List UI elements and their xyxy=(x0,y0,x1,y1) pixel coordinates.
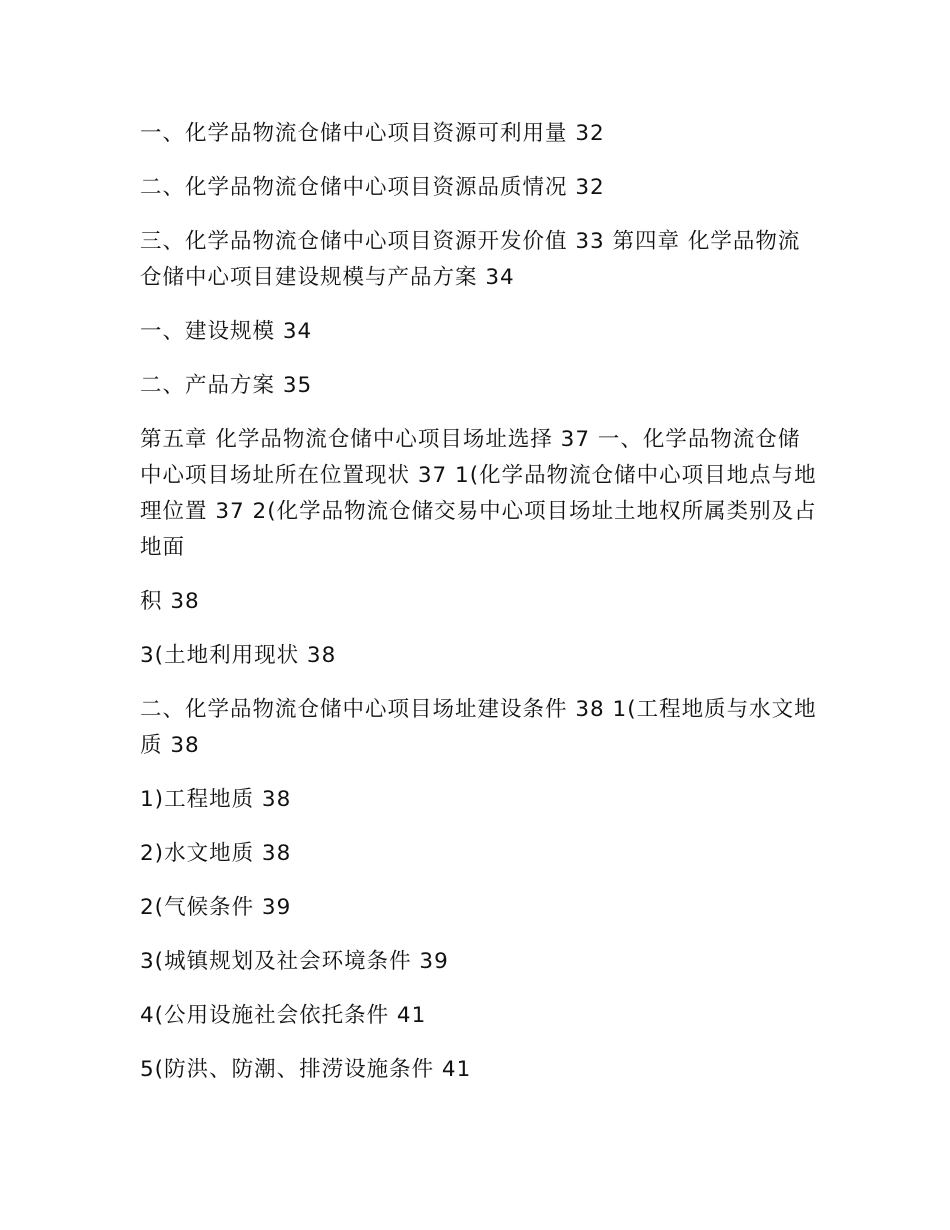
toc-entry: 2)水文地质 38 xyxy=(140,841,292,866)
toc-entry: 1)工程地质 38 xyxy=(140,787,292,812)
toc-entry: 4(公用设施社会依托条件 41 xyxy=(140,1003,427,1028)
toc-entry: 二、化学品物流仓储中心项目场址建设条件 38 1(工程地质与水文地质 38 xyxy=(140,697,817,758)
toc-entry: 二、化学品物流仓储中心项目资源品质情况 32 xyxy=(140,175,605,200)
toc-entry: 一、化学品物流仓储中心项目资源可利用量 32 xyxy=(140,121,605,146)
toc-entry: 2(气候条件 39 xyxy=(140,895,292,920)
toc-entry: 5(防洪、防潮、排涝设施条件 41 xyxy=(140,1057,472,1082)
toc-entry: 一、建设规模 34 xyxy=(140,319,313,344)
document-page xyxy=(140,116,820,1106)
toc-entry: 三、化学品物流仓储中心项目资源开发价值 33 第四章 化学品物流仓储中心项目建设规模与产品方案 34 xyxy=(140,229,801,290)
toc-entry: 积 38 xyxy=(140,589,200,614)
toc-entry: 3(城镇规划及社会环境条件 39 xyxy=(140,949,449,974)
toc-entry: 二、产品方案 35 xyxy=(140,373,313,398)
toc-entry: 3(土地利用现状 38 xyxy=(140,643,337,668)
toc-entry: 第五章 化学品物流仓储中心项目场址选择 37 一、化学品物流仓储中心项目场址所在位置现状 37 1(化学品物流仓储中心项目地点与地理位置 37 2(化学品物流仓储交易中心项目场址土地权所属类别及占地面 xyxy=(140,427,817,560)
